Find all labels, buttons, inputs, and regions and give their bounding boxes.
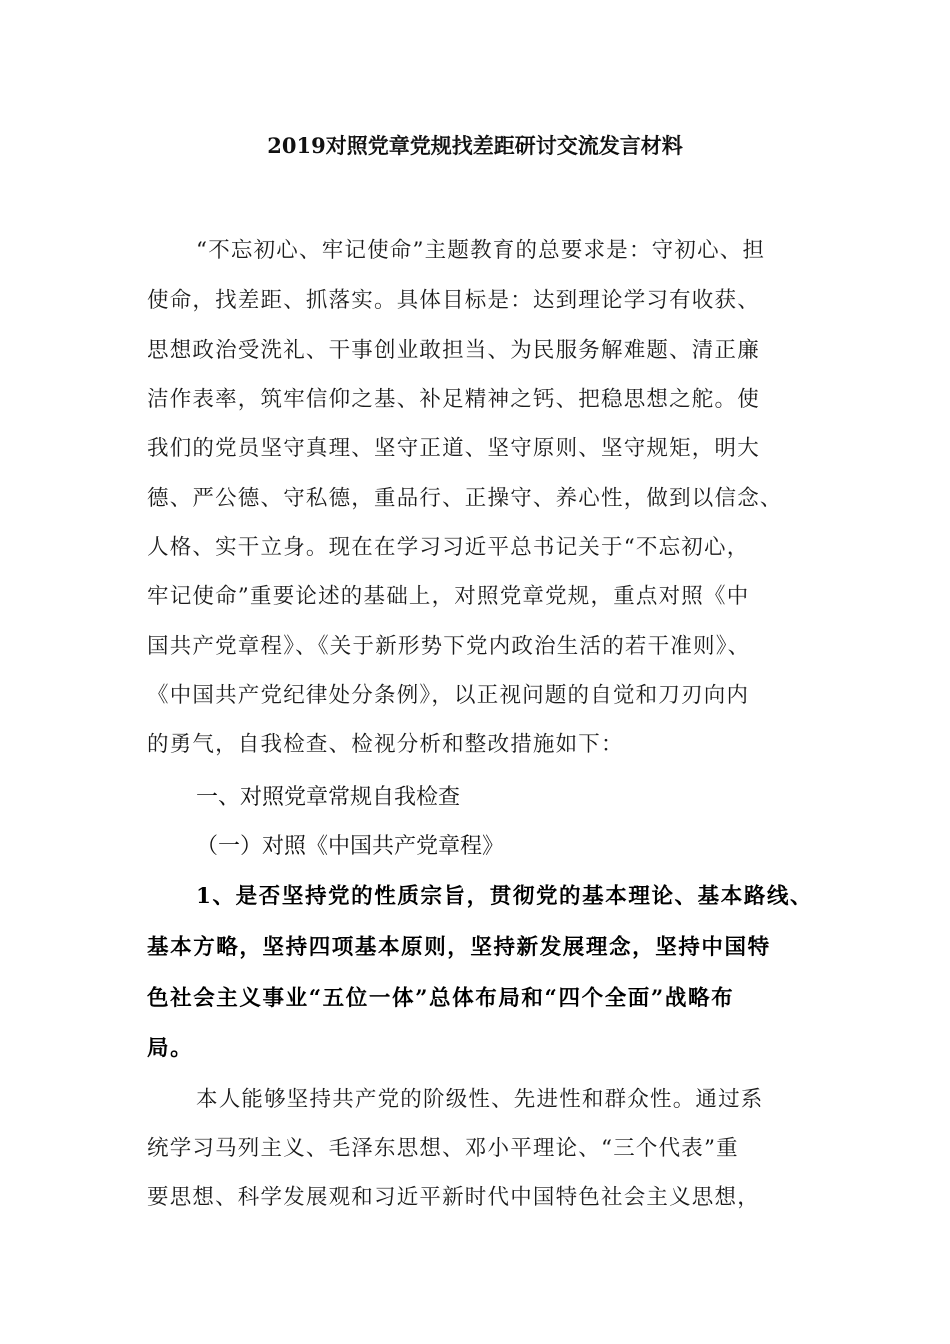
document-title: 2019对照党章党规找差距研讨交流发言材料 xyxy=(267,133,683,158)
intro-line-4: 洁作表率，筑牢信仰之基、补足精神之钙、把稳思想之舵。使 xyxy=(147,387,760,412)
intro-line-11: 的勇气，自我检查、检视分析和整改措施如下： xyxy=(147,732,624,757)
intro-line-9: 国共产党章程》、《关于新形势下党内政治生活的若干准则》、 xyxy=(147,634,751,659)
answer-line-2: 统学习马列主义、毛泽东思想、邓小平理论、“三个代表”重 xyxy=(147,1136,739,1161)
question-line-2: 基本方略，坚持四项基本原则，坚持新发展理念，坚持中国特 xyxy=(147,935,771,960)
answer-line-3: 要思想、科学发展观和习近平新时代中国特色社会主义思想， xyxy=(147,1185,760,1210)
question-line-4: 局。 xyxy=(147,1036,194,1061)
answer-line-1: 本人能够坚持共产党的阶级性、先进性和群众性。通过系 xyxy=(196,1087,764,1112)
question-line-3: 色社会主义事业“五位一体”总体布局和“四个全面”战略布 xyxy=(147,986,735,1011)
subsection-heading: （一）对照《中国共产党章程》 xyxy=(196,834,505,859)
intro-line-10: 《中国共产党纪律处分条例》，以正视问题的自觉和刀刃向内 xyxy=(147,683,750,708)
intro-line-8: 牢记使命”重要论述的基础上，对照党章党规，重点对照《中 xyxy=(147,584,750,609)
intro-line-1: “不忘初心、牢记使命”主题教育的总要求是：守初心、担 xyxy=(196,238,766,263)
intro-line-5: 我们的党员坚守真理、坚守正道、坚守原则、坚守规矩，明大 xyxy=(147,436,760,461)
intro-line-7: 人格、实干立身。现在在学习习近平总书记关于“不忘初心， xyxy=(147,535,750,560)
intro-line-2: 使命，找差距、抓落实。具体目标是：达到理论学习有收获、 xyxy=(147,288,760,313)
question-line-1: 1、是否坚持党的性质宗旨，贯彻党的基本理论、基本路线、 xyxy=(196,884,814,909)
intro-line-6: 德、严公德、守私德，重品行、正操守、养心性，做到以信念、 xyxy=(147,486,783,511)
section-heading: 一、对照党章常规自我检查 xyxy=(196,785,461,810)
intro-line-3: 思想政治受洗礼、干事创业敢担当、为民服务解难题、清正廉 xyxy=(147,338,760,363)
